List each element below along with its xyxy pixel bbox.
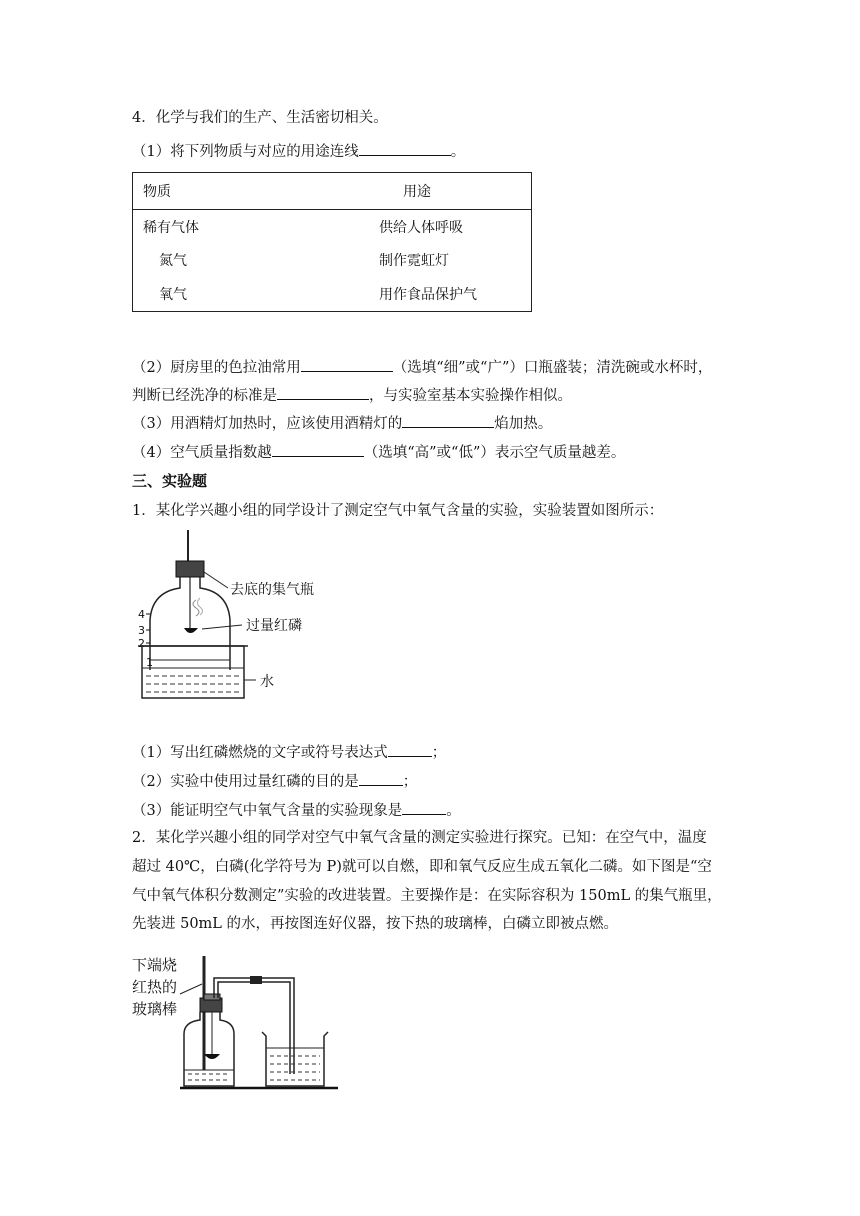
figure-apparatus-2 (128, 950, 368, 1100)
q4-part1 (132, 140, 465, 162)
answer-blank[interactable] (402, 799, 446, 815)
e1-q1-end: ； (431, 745, 447, 761)
e2-line1: 2．某化学兴趣小组的同学对空气中氧气含量的测定实验进行探究。已知：在空气中，温度 (132, 830, 707, 846)
q4-part1-text: （1）将下列物质与对应的用途连线 (132, 144, 359, 160)
q4-part2-text-b: （选填“细”或“广”）口瓶盛装；清洗碗或水杯时， (392, 360, 713, 376)
e1-q3 (132, 799, 461, 821)
q4-part4 (132, 441, 625, 463)
e2-line2: 超过 40℃，白磷(化学符号为 P)就可以自燃，即和氧气反应生成五氧化二磷。如下图是“空 (132, 859, 712, 875)
q4-part2-line2 (132, 384, 572, 406)
q4-part2-text-d: ，与实验室基本实验操作相似。 (369, 388, 572, 404)
table-cell-use: 制作霓虹灯 (379, 253, 449, 270)
answer-blank[interactable] (388, 741, 432, 757)
table-header-substance: 物质 (133, 173, 380, 210)
q4-part4-text-a: （4）空气质量指数越 (132, 445, 272, 461)
answer-blank[interactable] (359, 140, 451, 156)
answer-blank[interactable] (301, 356, 393, 372)
delivery-tube (214, 978, 294, 1074)
table-cell-substance: 氧气 (159, 287, 187, 304)
scale-label: 1 (146, 656, 153, 669)
stopper (176, 561, 204, 577)
e1-q2-text: （2）实验中使用过量红磷的目的是 (132, 774, 359, 790)
scale-label: 4 (138, 608, 145, 621)
answer-blank[interactable] (402, 412, 494, 428)
e1-q3-end: 。 (446, 803, 461, 819)
label-rod-3: 玻璃棒 (132, 1000, 178, 1018)
beaker (262, 1032, 328, 1086)
answer-blank[interactable] (272, 441, 364, 457)
q4-part3-text-b: 焰加热。 (494, 416, 553, 432)
q4-part2-line1 (132, 356, 712, 378)
q4-part3 (132, 412, 552, 434)
table-cell-use: 供给人体呼吸 (379, 219, 463, 236)
label-water: 水 (260, 674, 274, 690)
e2-line4: 先装进 50mL 的水，再按图连好仪器，按下热的玻璃棒，白磷立即被点燃。 (132, 916, 619, 932)
q4-part2-text-c: 判断已经洗净的标准是 (132, 388, 277, 404)
matching-table (132, 172, 532, 312)
collection-jar (184, 1012, 234, 1086)
label-bottle: 去底的集气瓶 (230, 582, 314, 598)
figure-apparatus-1 (132, 528, 352, 708)
e2-line3: 气中氧气体积分数测定”实验的改进装置。主要操作是：在实际容积为 150mL 的集气瓶里， (132, 888, 722, 904)
q4-title: 4．化学与我们的生产、生活密切相关。 (132, 110, 388, 126)
q4-part1-end: 。 (450, 144, 466, 160)
section-heading: 三、实验题 (132, 472, 208, 490)
phosphorus-cup (184, 628, 198, 633)
answer-blank[interactable] (277, 384, 369, 400)
answer-blank[interactable] (359, 770, 403, 786)
q4-part3-text-a: （3）用酒精灯加热时，应该使用酒精灯的 (132, 416, 403, 432)
label-rod-1: 下端烧 (132, 956, 178, 974)
e1-q2 (132, 770, 417, 792)
label-rod-2: 红热的 (132, 978, 178, 996)
e1-q1 (132, 741, 446, 763)
table-cell-substance: 氮气 (159, 253, 187, 270)
q4-part4-text-b: （选填“高”或“低”）表示空气质量越差。 (363, 445, 626, 461)
e1-stem: 1．某化学兴趣小组的同学设计了测定空气中氧气含量的实验，实验装置如图所示： (132, 503, 664, 519)
e1-q2-end: ； (402, 774, 418, 790)
table-header-use: 用途 (379, 173, 532, 210)
scale-label: 3 (138, 624, 145, 637)
table-cell-use: 用作食品保护气 (379, 287, 477, 304)
e1-q1-text: （1）写出红磷燃烧的文字或符号表达式 (132, 745, 388, 761)
water-trough (142, 646, 244, 698)
scale-label: 2 (138, 637, 145, 650)
e1-q3-text: （3）能证明空气中氧气含量的实验现象是 (132, 803, 403, 819)
q4-part2-text-a: （2）厨房里的色拉油常用 (132, 360, 301, 376)
table-cell-substance: 稀有气体 (143, 219, 199, 236)
label-phosphorus: 过量红磷 (246, 618, 302, 634)
